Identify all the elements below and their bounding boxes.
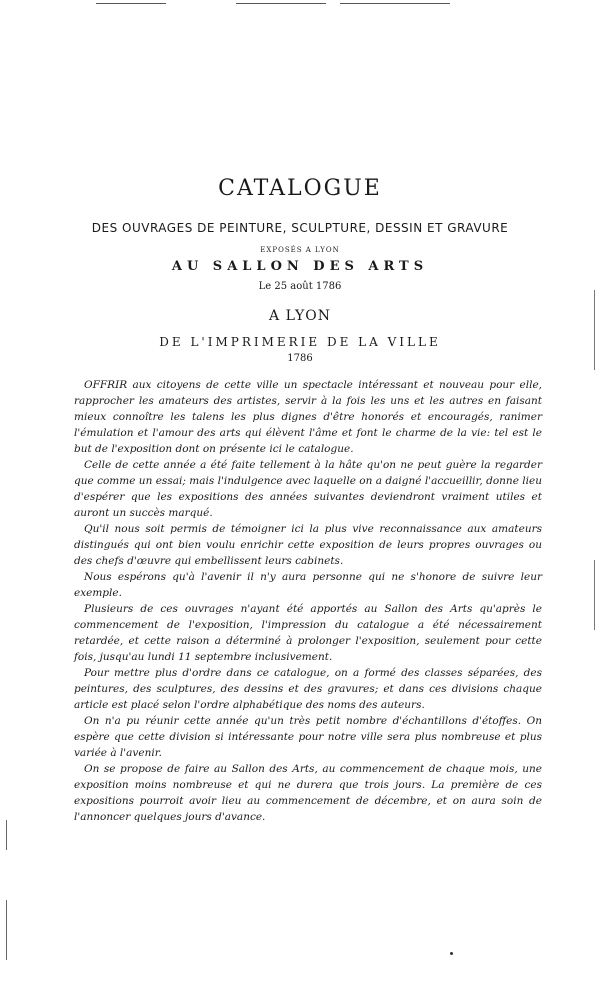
paragraph: Plusieurs de ces ouvrages n'ayant été apportés au Sallon des Arts qu'après le commencement de l'exposition, l'impression du catalogue a été nécessairement retardée, et cette raison a déterminé à prolonger l'exposition, seulement pour cette fois, jusqu'au lundi 11 septembre inclusivement. [74, 603, 542, 663]
paragraph: Nous espérons qu'à l'avenir il n'y aura personne qui ne s'honore de suivre leur exemple. [74, 571, 542, 599]
paragraph: Qu'il nous soit permis de témoigner ici la plus vive reconnaissance aux amateurs distingués qui ont bien voulu enrichir cette exposition de leurs propres ouvrages ou des chefs d'œuvre qui embellissent leurs cabinets. [74, 523, 542, 567]
year-line: 1786 [287, 353, 313, 364]
page-title: CATALOGUE [218, 176, 382, 201]
top-rule-1 [96, 3, 166, 4]
printer-line: DE L'IMPRIMERIE DE LA VILLE [159, 335, 441, 349]
ink-dot [450, 952, 453, 955]
place-line: A LYON [269, 308, 331, 324]
paragraph: On n'a pu réunir cette année qu'un très petit nombre d'échantillons d'étoffes. On espère que cette division si intéressante pour notre ville sera plus nombreuse et plus variée à l'avenir. [74, 715, 542, 759]
right-margin-mark [594, 560, 595, 630]
left-margin-mark [6, 900, 7, 960]
salon-line: AU SALLON DES ARTS [171, 259, 429, 274]
date-line: Le 25 août 1786 [258, 281, 342, 292]
paragraph: OFFRIR aux citoyens de cette ville un spectacle intéressant et nouveau pour elle, rapprocher les amateurs des artistes, servir à la fois les uns et les autres en faisant mieux connoître les talens les plus dignes d'être honorés et encouragés, ranimer l'émulation et l'amour des arts qui élèvent l'âme et font le charme de la vie: tel est le but de l'exposition dont on présente ici le catalogue. [74, 379, 542, 455]
paragraph: On se propose de faire au Sallon des Arts, au commencement de chaque mois, une exposition moins nombreuse et qui ne durera que trois jours. La première de ces expositions pourroit avoir lieu au commencement de décembre, et on aura soin de l'annoncer quelques jours d'avance. [74, 763, 542, 823]
left-margin-mark [6, 820, 7, 850]
paragraph: Celle de cette année a été faite tellement à la hâte qu'on ne peut guère la regarder que comme un essai; mais l'indulgence avec laquelle on a daigné l'accueillir, donne lieu d'espérer que les expositions des années suivantes deviendront vraiment utiles et auront un succès marqué. [74, 459, 542, 519]
exposes-line: EXPOSÉS A LYON [260, 246, 340, 254]
body-text [74, 377, 542, 825]
top-rule-3 [340, 3, 450, 4]
top-rule-2 [236, 3, 326, 4]
paragraph: Pour mettre plus d'ordre dans ce catalogue, on a formé des classes séparées, des peintures, des sculptures, des dessins et des gravures; et dans ces divisions chaque article est placé selon l'ordre alphabétique des noms des auteurs. [74, 667, 542, 711]
page-subtitle: DES OUVRAGES DE PEINTURE, SCULPTURE, DESSIN ET GRAVURE [91, 221, 509, 235]
